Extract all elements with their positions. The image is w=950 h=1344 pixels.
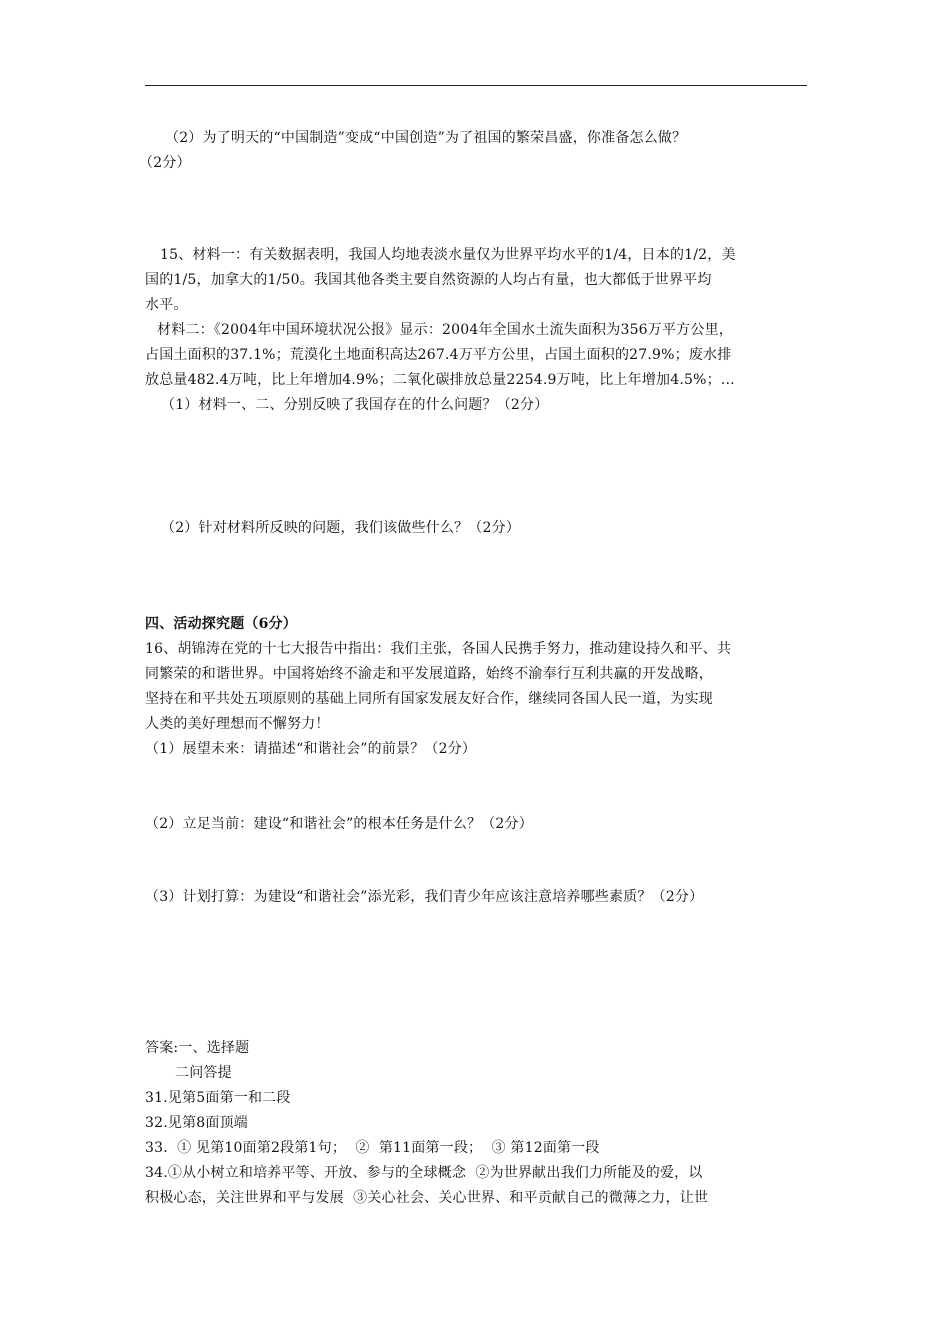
- answers-line2: 二问答提: [175, 1065, 232, 1081]
- q14-part2-line2: （2分）: [139, 155, 191, 171]
- answers-line1: 答案:一、选择题: [145, 1040, 250, 1056]
- section4-heading: 四、活动探究题（6分）: [145, 616, 297, 632]
- answer-34-line2: 积极心态，关注世界和平与发展 ③关心社会、关心世界、和平贡献自己的微薄之力，让世: [145, 1190, 709, 1206]
- q16-part3: （3）计划打算：为建设“和谐社会”添光彩，我们青少年应该注意培养哪些素质？（2分）: [145, 889, 704, 905]
- header-rule: [145, 85, 807, 86]
- answer-34-line1: 34.①从小树立和培养平等、开放、参与的全球概念 ②为世界献出我们力所能及的爱，以: [145, 1165, 703, 1181]
- q15-material2-line1: 材料二：《2004年中国环境状况公报》显示：2004年全国水土流失面积为356万平方公里，: [157, 322, 733, 338]
- q16-line4: 人类的美好理想而不懈努力！: [145, 716, 330, 732]
- q16-line3: 坚持在和平共处五项原则的基础上同所有国家发展友好合作，继续同各国人民一道，为实现: [145, 691, 713, 707]
- q15-part1: （1）材料一、二、分别反映了我国存在的什么问题？（2分）: [161, 397, 549, 413]
- q15-material2-line2: 占国土面积的37.1%；荒漠化土地面积高达267.4万平方公里，占国土面积的27.9%；废水排: [145, 347, 732, 363]
- q16-line2: 同繁荣的和谐世界。中国将始终不渝走和平发展道路，始终不渝奉行互利共赢的开发战略，: [145, 666, 713, 682]
- q16-part1: （1）展望未来：请描述“和谐社会”的前景？（2分）: [145, 741, 477, 757]
- q15-part2: （2）针对材料所反映的问题，我们该做些什么？（2分）: [161, 520, 521, 536]
- q16-line1: 16、胡锦涛在党的十七大报告中指出：我们主张，各国人民携手努力，推动建设持久和平、共: [145, 641, 732, 657]
- q15-material1-line1: 15、材料一：有关数据表明，我国人均地表淡水量仅为世界平均水平的1/4，日本的1/2，美: [160, 247, 736, 263]
- answer-33: 33. ① 见第10面第2段第1句； ② 第11面第一段； ③ 第12面第一段: [145, 1140, 600, 1156]
- q15-material2-line3: 放总量482.4万吨，比上年增加4.9%；二氧化碳排放总量2254.9万吨，比上年增加4.5%；…: [145, 372, 735, 388]
- q16-part2: （2）立足当前：建设“和谐社会”的根本任务是什么？（2分）: [145, 816, 533, 832]
- q15-material1-line2: 国的1/5，加拿大的1/50。我国其他各类主要自然资源的人均占有量，也大都低于世界平均: [145, 272, 712, 288]
- answer-31: 31.见第5面第一和二段: [145, 1090, 291, 1106]
- answer-32: 32.见第8面顶端: [145, 1115, 248, 1131]
- q15-material1-line3: 水平。: [145, 297, 188, 313]
- q14-part2-line1: （2）为了明天的“中国制造”变成“中国创造”为了祖国的繁荣昌盛，你准备怎么做？: [165, 130, 687, 146]
